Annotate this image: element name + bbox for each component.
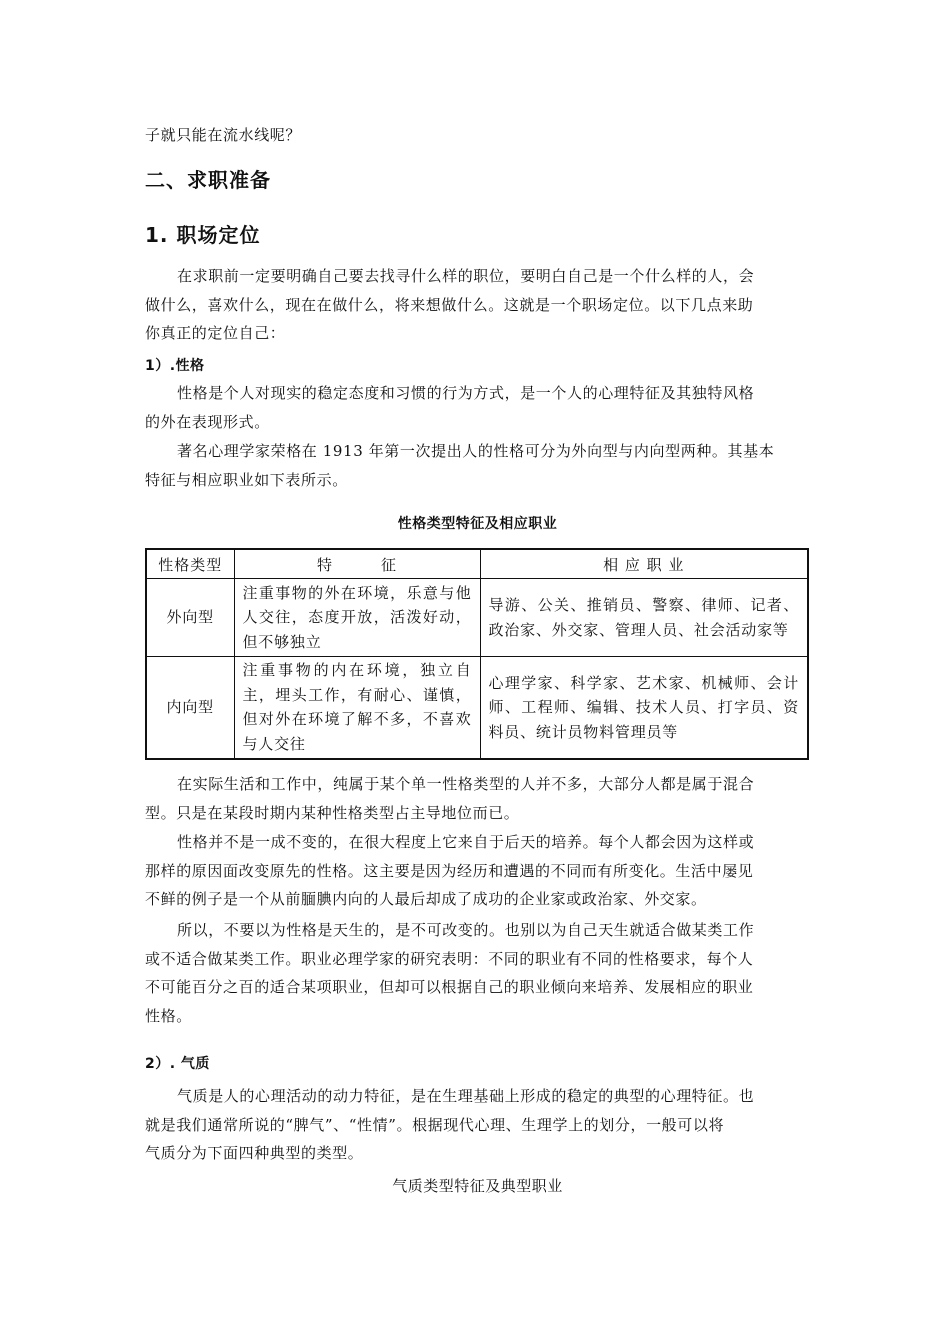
jung-paragraph: [145, 437, 810, 494]
header-type: 性格类型: [146, 549, 234, 579]
text-line: 性格。: [145, 1006, 192, 1025]
text-line: 型。只是在某段时期内某种性格类型占主导地位而已。: [145, 803, 520, 822]
temperament-paragraph: [145, 1082, 810, 1168]
text-line: 著名心理学家荣格在 1913 年第一次提出人的性格可分为外向型与内向型两种。其基本: [177, 442, 775, 460]
positioning-paragraph: [145, 262, 810, 348]
text-line: 就是我们通常所说的“脾气”、“性情”。根据现代心理、生理学上的划分，一般可以将: [145, 1115, 725, 1134]
text-line: 特征与相应职业如下表所示。: [145, 470, 348, 489]
text-line: 不可能百分之百的适合某项职业，但却可以根据自己的职业倾向来培养、发展相应的职业: [145, 978, 754, 996]
text-line: 在实际生活和工作中，纯属于某个单一性格类型的人并不多，大部分人都是属于混合: [177, 775, 755, 793]
temperament-heading: 2）. 气质: [145, 1056, 210, 1072]
text-line: 子就只能在流水线呢？: [145, 126, 302, 144]
mixed-type-paragraph: [145, 770, 810, 827]
text-line: 所以，不要以为性格是天生的，是不可改变的。也别以为自己天生就适合做某类工作: [177, 921, 755, 939]
personality-table: [145, 548, 809, 760]
changeable-paragraph: [145, 828, 810, 914]
table-row: [146, 579, 808, 657]
cell-jobs: 心理学家、科学家、艺术家、机械师、会计师、工程师、编辑、技术人员、打字员、资料员、统计员物料管理员等: [480, 657, 808, 759]
table-header-row: [146, 549, 808, 579]
temperament-table-caption: 气质类型特征及典型职业: [392, 1177, 563, 1195]
cell-type: 外向型: [146, 579, 234, 657]
text-line: 性格并不是一成不变的，在很大程度上它来自于后天的培养。每个人都会因为这样或: [177, 833, 755, 851]
text-line: 不鲜的例子是一个从前腼腆内向的人最后却成了成功的企业家或政治家、外交家。: [145, 890, 707, 908]
intro-tail: [145, 121, 810, 150]
text-line: 做什么，喜欢什么，现在在做什么，将来想做什么。这就是一个职场定位。以下几点来助: [145, 295, 754, 314]
personality-table-caption: 性格类型特征及相应职业: [397, 516, 558, 532]
text-line: 的外在表现形式。: [145, 412, 270, 431]
text-line: 在求职前一定要明确自己要去找寻什么样的职位，要明白自己是一个什么样的人，会: [177, 267, 755, 285]
conclusion-paragraph: [145, 916, 810, 1030]
subsection-title: 1. 职场定位: [145, 223, 261, 247]
table-row: [146, 657, 808, 759]
text-line: 那样的原因面改变原先的性格。这主要是因为经历和遭遇的不同而有所变化。生活中屡见: [145, 861, 754, 880]
header-jobs: 相 应 职 业: [480, 549, 808, 579]
text-line: 性格是个人对现实的稳定态度和习惯的行为方式，是一个人的心理特征及其独特风格: [177, 384, 755, 402]
cell-jobs: 导游、公关、推销员、警察、律师、记者、政治家、外交家、管理人员、社会活动家等: [480, 579, 808, 657]
text-line: 你真正的定位自己：: [145, 324, 286, 342]
personality-definition: [145, 379, 810, 436]
cell-type: 内向型: [146, 657, 234, 759]
text-line: 或不适合做某类工作。职业必理学家的研究表明：不同的职业有不同的性格要求，每个人: [145, 949, 754, 968]
cell-traits: 注重事物的外在环境，乐意与他人交往，态度开放，活泼好动，但不够独立: [234, 579, 480, 657]
header-traits: 特 征: [234, 549, 480, 579]
text-line: 气质分为下面四种典型的类型。: [145, 1144, 364, 1162]
cell-traits: 注重事物的内在环境，独立自主，埋头工作，有耐心、谨慎，但对外在环境了解不多，不喜欢与人交往: [234, 657, 480, 759]
personality-heading: 1）.性格: [145, 358, 205, 374]
section-title: 二、求职准备: [145, 168, 271, 192]
text-line: 气质是人的心理活动的动力特征，是在生理基础上形成的稳定的典型的心理特征。也: [177, 1087, 755, 1105]
